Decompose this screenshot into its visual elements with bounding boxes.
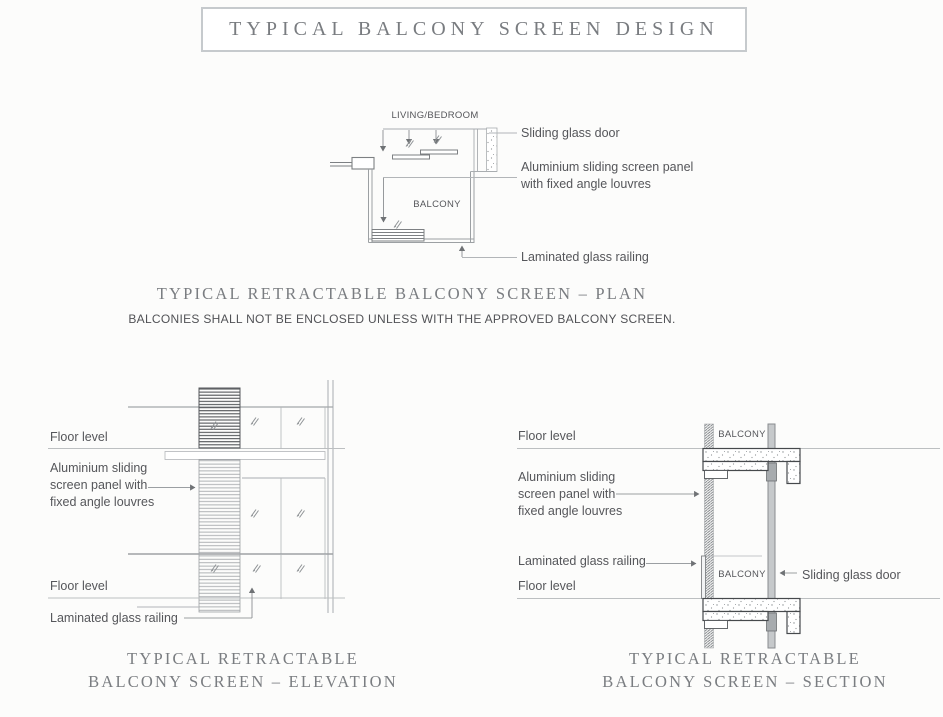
section-caption-line2: BALCONY SCREEN – SECTION xyxy=(602,672,888,691)
elevation-floor-level-top: Floor level xyxy=(50,430,108,444)
plan-note: BALCONIES SHALL NOT BE ENCLOSED UNLESS WITH THE APPROVED BALCONY SCREEN. xyxy=(128,312,676,326)
section-caption-line1: TYPICAL RETRACTABLE xyxy=(629,649,861,668)
title-box xyxy=(201,7,747,52)
plan-callout-screen-line1: Aluminium sliding screen panel xyxy=(521,160,694,174)
section-screen-line1: Aluminium sliding xyxy=(518,470,616,484)
section-sliding-door-label: Sliding glass door xyxy=(802,568,901,582)
section-balcony-label-bottom: BALCONY xyxy=(718,569,766,580)
plan-room-label: LIVING/BEDROOM xyxy=(391,110,479,121)
section-drawing xyxy=(517,424,940,648)
plan-callout-sliding-door: Sliding glass door xyxy=(521,126,620,140)
page-title: TYPICAL BALCONY SCREEN DESIGN xyxy=(229,18,719,40)
section-screen-line2: screen panel with xyxy=(518,487,616,501)
section-floor-level-bottom: Floor level xyxy=(518,579,576,593)
section-balcony-label-top: BALCONY xyxy=(718,429,766,440)
section-floor-level-top: Floor level xyxy=(518,429,576,443)
plan-callout-screen-line2: with fixed angle louvres xyxy=(521,177,651,191)
plan-caption: TYPICAL RETRACTABLE BALCONY SCREEN – PLAN xyxy=(156,284,648,303)
plan-callout-railing: Laminated glass railing xyxy=(521,250,649,264)
elevation-caption-line1: TYPICAL RETRACTABLE xyxy=(127,649,359,668)
elevation-screen-line1: Aluminium sliding xyxy=(50,461,148,475)
elevation-screen-line2: screen panel with xyxy=(50,478,148,492)
plan-balcony-label: BALCONY xyxy=(413,199,461,210)
elevation-floor-level-bottom: Floor level xyxy=(50,579,108,593)
elevation-screen-line3: fixed angle louvres xyxy=(50,495,155,509)
section-screen-line3: fixed angle louvres xyxy=(518,504,623,518)
elevation-railing-label: Laminated glass railing xyxy=(50,611,178,625)
section-railing-label: Laminated glass railing xyxy=(518,554,646,568)
plan-drawing xyxy=(330,128,517,258)
elevation-caption-line2: BALCONY SCREEN – ELEVATION xyxy=(88,672,398,691)
